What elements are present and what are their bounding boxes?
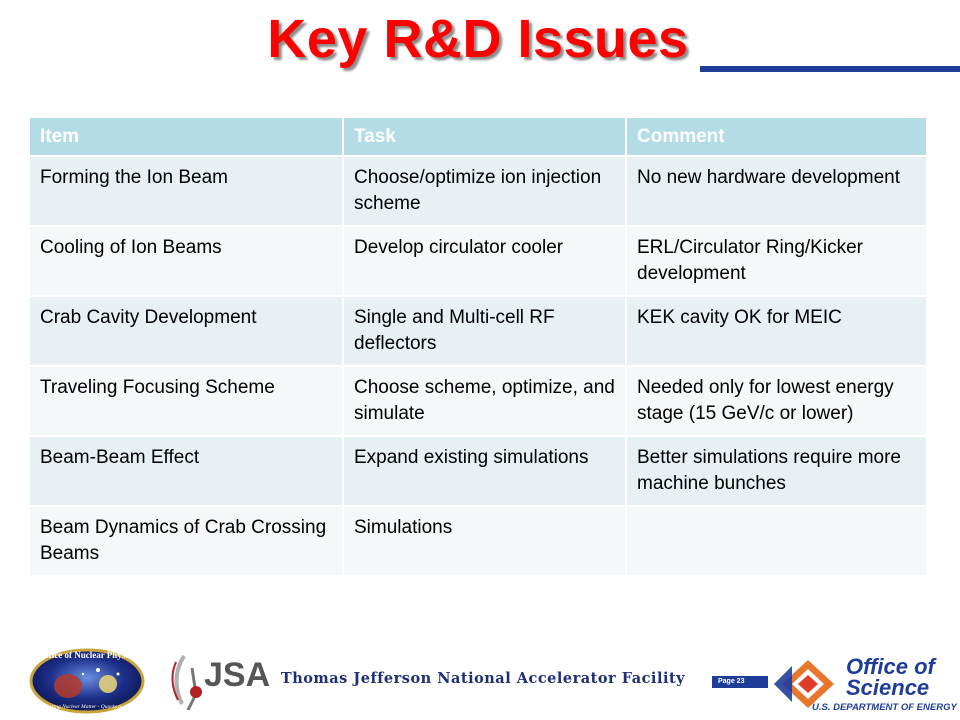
page-number-badge: Page 23 — [712, 676, 768, 688]
cell-item: Cooling of Ion Beams — [30, 226, 343, 296]
cell-task: Choose scheme, optimize, and simulate — [343, 366, 626, 436]
cell-comment — [626, 506, 926, 576]
office-of-science-line2: Science — [846, 675, 930, 700]
office-of-nuclear-physics-logo — [28, 644, 146, 714]
cell-item: Beam-Beam Effect — [30, 436, 343, 506]
table-header-row — [30, 118, 926, 156]
table-row — [30, 366, 926, 436]
cell-task: Simulations — [343, 506, 626, 576]
cell-task: Expand existing simulations — [343, 436, 626, 506]
rd-issues-table — [30, 118, 926, 577]
lab-name: Thomas Jefferson National Accelerator Facility — [280, 670, 686, 687]
cell-comment: No new hardware development — [626, 156, 926, 226]
cell-comment: KEK cavity OK for MEIC — [626, 296, 926, 366]
cell-item: Crab Cavity Development — [30, 296, 343, 366]
office-of-science-line1: Office of — [846, 654, 935, 679]
cell-comment: Better simulations require more machine bunches — [626, 436, 926, 506]
table-row — [30, 226, 926, 296]
cell-item: Beam Dynamics of Crab Crossing Beams — [30, 506, 343, 576]
office-of-science-line3: U.S. DEPARTMENT OF ENERGY — [812, 702, 957, 713]
onp-logo-title: Office of Nuclear Physics — [38, 650, 136, 660]
cell-comment: Needed only for lowest energy stage (15 GeV/c or lower) — [626, 366, 926, 436]
header-comment: Comment — [626, 118, 926, 156]
cell-task: Single and Multi-cell RF deflectors — [343, 296, 626, 366]
cell-comment: ERL/Circulator Ring/Kicker development — [626, 226, 926, 296]
jsa-logo-text: JSA — [204, 656, 271, 694]
slide-title: Key R&D Issues — [267, 9, 689, 69]
header-task: Task — [343, 118, 626, 156]
jsa-logo — [166, 648, 276, 714]
cell-item: Forming the Ion Beam — [30, 156, 343, 226]
table-row — [30, 436, 926, 506]
title-bar — [0, 0, 960, 92]
header-item: Item — [30, 118, 343, 156]
table-row — [30, 156, 926, 226]
table-row — [30, 506, 926, 576]
cell-item: Traveling Focusing Scheme — [30, 366, 343, 436]
onp-logo-motto: Exploring Nuclear Matter - Quarks to Stars — [38, 704, 136, 710]
table-row — [30, 296, 926, 366]
cell-task: Choose/optimize ion injection scheme — [343, 156, 626, 226]
title-rule — [700, 66, 960, 72]
cell-task: Develop circulator cooler — [343, 226, 626, 296]
